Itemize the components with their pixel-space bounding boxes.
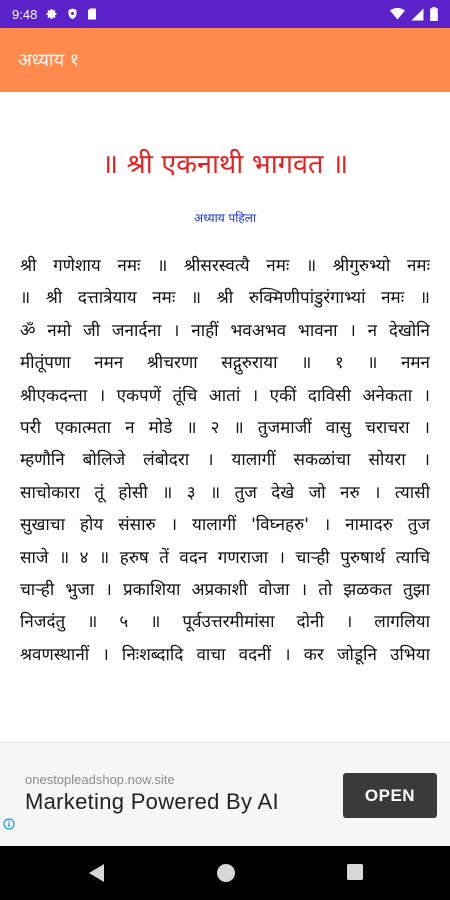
verse-line: निजदंतु ॥ ५ ॥ पूर्वउत्तरमीमांसा दोनी । लागलिया — [20, 612, 430, 633]
battery-icon — [430, 7, 438, 21]
verse-line: परी एकात्मता न मोडे ॥ २ ॥ तुजमाजीं वासु चराचरा । — [20, 417, 430, 438]
sd-card-icon — [87, 8, 97, 20]
verse-line: साजे ॥ ४ ॥ हरुष तें वदन गणराजा । चाऱ्ही पुरुषार्थ त्याचि — [20, 547, 430, 568]
verse-line: श्रवणस्थानीं । निःशब्दादि वाचा वदनीं । कर जोडूनि उभिया — [20, 644, 430, 665]
app-bar — [0, 28, 450, 92]
nav-bar — [0, 846, 450, 900]
ad-banner[interactable] — [0, 742, 450, 846]
chapter-title: अध्याय १ — [18, 50, 80, 71]
status-time: 9:48 — [12, 6, 38, 22]
verse-line: चाऱ्ही भुजा । प्रकाशिया अप्रकाशी वोजा । तो झळकत तुझा — [20, 579, 430, 600]
book-title: ॥ श्री एकनाथी भागवत ॥ — [101, 149, 349, 180]
verse-line: श्री गणेशाय नमः ॥ श्रीसरस्वत्यै नमः ॥ श्रीगुरुभ्यो नमः — [20, 256, 430, 276]
reading-content[interactable] — [0, 92, 450, 742]
status-left — [12, 7, 97, 22]
recents-icon[interactable] — [346, 863, 364, 885]
verse-line: सुखाचा होय संसारु । यालागीं 'विघ्नहरु' । नामादरु तुज — [20, 515, 430, 536]
ad-headline[interactable]: Marketing Powered By AI — [25, 789, 279, 814]
back-icon[interactable] — [87, 863, 105, 887]
verse-line: मीतूंपणा नमन श्रीचरणा सद्गुरुराया ॥ १ ॥ नमन — [20, 353, 430, 374]
home-icon[interactable] — [216, 863, 236, 887]
verse-line: म्हणौनि बोलिजे लंबोदरा । यालागीं सकळांचा सोयरा । — [20, 450, 430, 471]
shield-icon — [67, 8, 78, 20]
verse-line: ॐ नमो जी जनार्दना । नाहीं भवअभव भावना । न देखोनि — [20, 320, 430, 341]
verse-line: साचोकारा तूं होसी ॥ ३ ॥ तुज देखे जो नरु । त्यासी — [20, 482, 430, 503]
status-bar — [0, 0, 450, 28]
verse-text — [20, 250, 430, 671]
status-right — [390, 7, 438, 21]
ad-domain: onestopleadshop.now.site — [25, 772, 175, 787]
gear-icon — [46, 8, 58, 20]
ad-open-button[interactable]: OPEN — [343, 773, 437, 818]
chapter-subtitle: अध्याय पहिला — [193, 211, 257, 225]
info-icon[interactable] — [3, 815, 15, 834]
verse-line: श्रीएकदन्ता । एकपणें तूंचि आतां । एकीं दाविसी अनेकता । — [20, 385, 430, 406]
verse-line: ॥ श्री दत्तात्रेयाय नमः ॥ श्री रुक्मिणीपांडुरंगाभ्यां नमः ॥ — [20, 288, 430, 309]
wifi-icon — [390, 8, 405, 20]
signal-icon — [411, 8, 424, 21]
